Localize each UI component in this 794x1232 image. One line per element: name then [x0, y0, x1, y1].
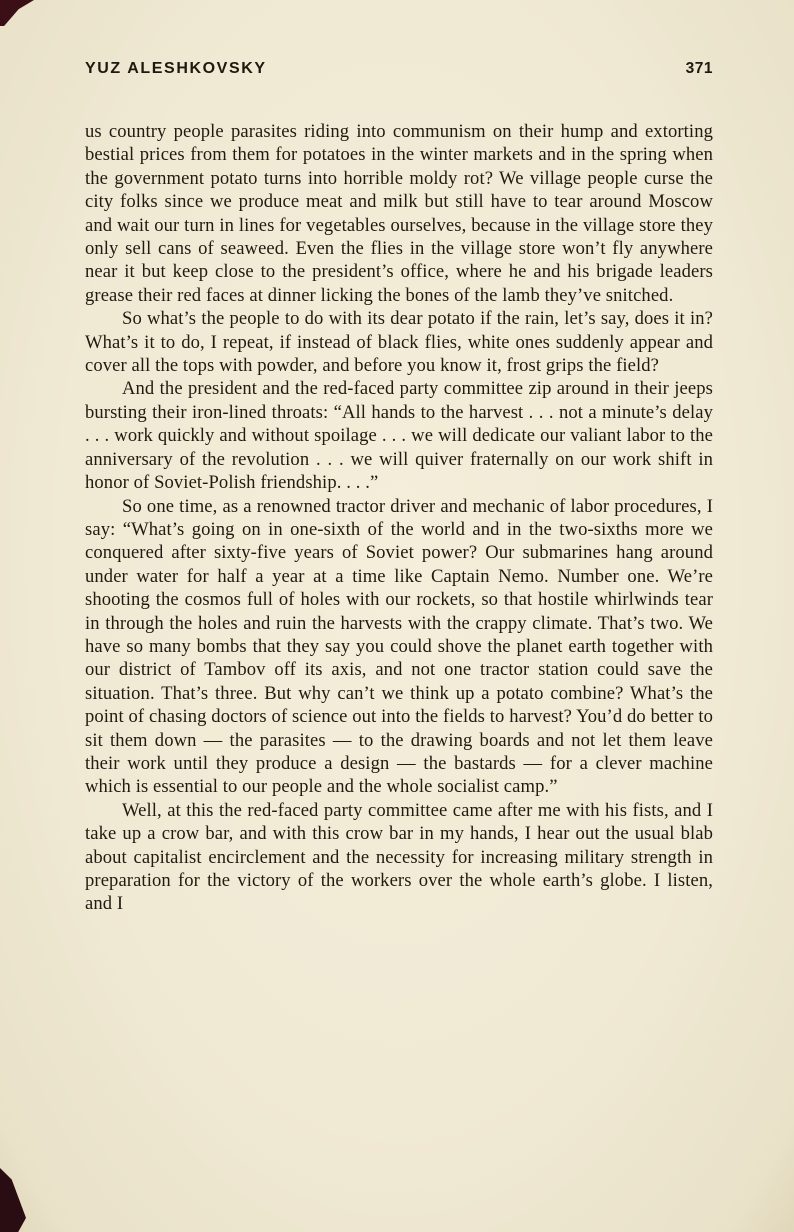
body-text: [85, 120, 713, 916]
page-number: 371: [685, 60, 713, 77]
author-name: YUZ ALESHKOVSKY: [85, 60, 267, 77]
paragraph: So one time, as a renowned tractor driver and mechanic of labor procedures, I say: “What’s going on in one-sixth of the world and in the two-sixths more we conquered after sixty-five years of Soviet power? Our submarines hang around under water for half a year at a time like Captain Nemo. Number one. We’re shooting the cosmos full of holes with our rockets, so that hostile whirlwinds tear in through the holes and ruin the harvests with the crappy climate. That’s two. We have so many bombs that they say you could shove the planet earth together with our district of Tambov off its axis, and not one tractor station could save the situation. That’s three. But why can’t we think up a potato combine? What’s the point of chasing doctors of science out into the fields to harvest? You’d do better to sit them down — the parasites — to the drawing boards and not let them leave their work until they produce a design — the bastards — for a clever machine which is essential to our people and the whole socialist camp.”: [85, 495, 713, 798]
paragraph: And the president and the red-faced party committee zip around in their jeeps bursting their iron-lined throats: “All hands to the harvest . . . not a minute’s delay . . . work quickly and without spoilage . . . we will dedicate our valiant labor to the anniversary of the revolution . . . we will quiver fraternally on our work shift in honor of Soviet-Polish friendship. . . .”: [85, 378, 713, 494]
running-header: [85, 60, 713, 78]
paragraph: So what’s the people to do with its dear potato if the rain, let’s say, does it in? What’s it to do, I repeat, if instead of black flies, white ones suddenly appear and cover all the tops with powder, and before you know it, frost grips the field?: [85, 308, 713, 377]
paragraph: us country people parasites riding into communism on their hump and extorting bestial prices from them for potatoes in the winter markets and in the spring when the government potato turns into horrible moldy rot? We village people curse the city folks since we produce meat and milk but still have to tear around Moscow and wait our turn in lines for vegetables ourselves, because in the village store they only sell cans of seaweed. Even the flies in the village store won’t fly anywhere near it but keep close to the president’s office, where he and his brigade leaders grease their red faces at dinner licking the bones of the lamb they’ve snitched.: [85, 121, 713, 306]
page-content: [85, 60, 713, 916]
scan-corner-artifact-top-left: [0, 0, 34, 26]
scan-corner-artifact-bottom-left: [0, 1168, 26, 1232]
paragraph: Well, at this the red-faced party committee came after me with his fists, and I take up a crow bar, and with this crow bar in my hands, I hear out the usual blab about capitalist encirclement and the necessity for increasing military strength in preparation for the victory of the workers over the whole earth’s globe. I listen, and I: [85, 799, 713, 915]
